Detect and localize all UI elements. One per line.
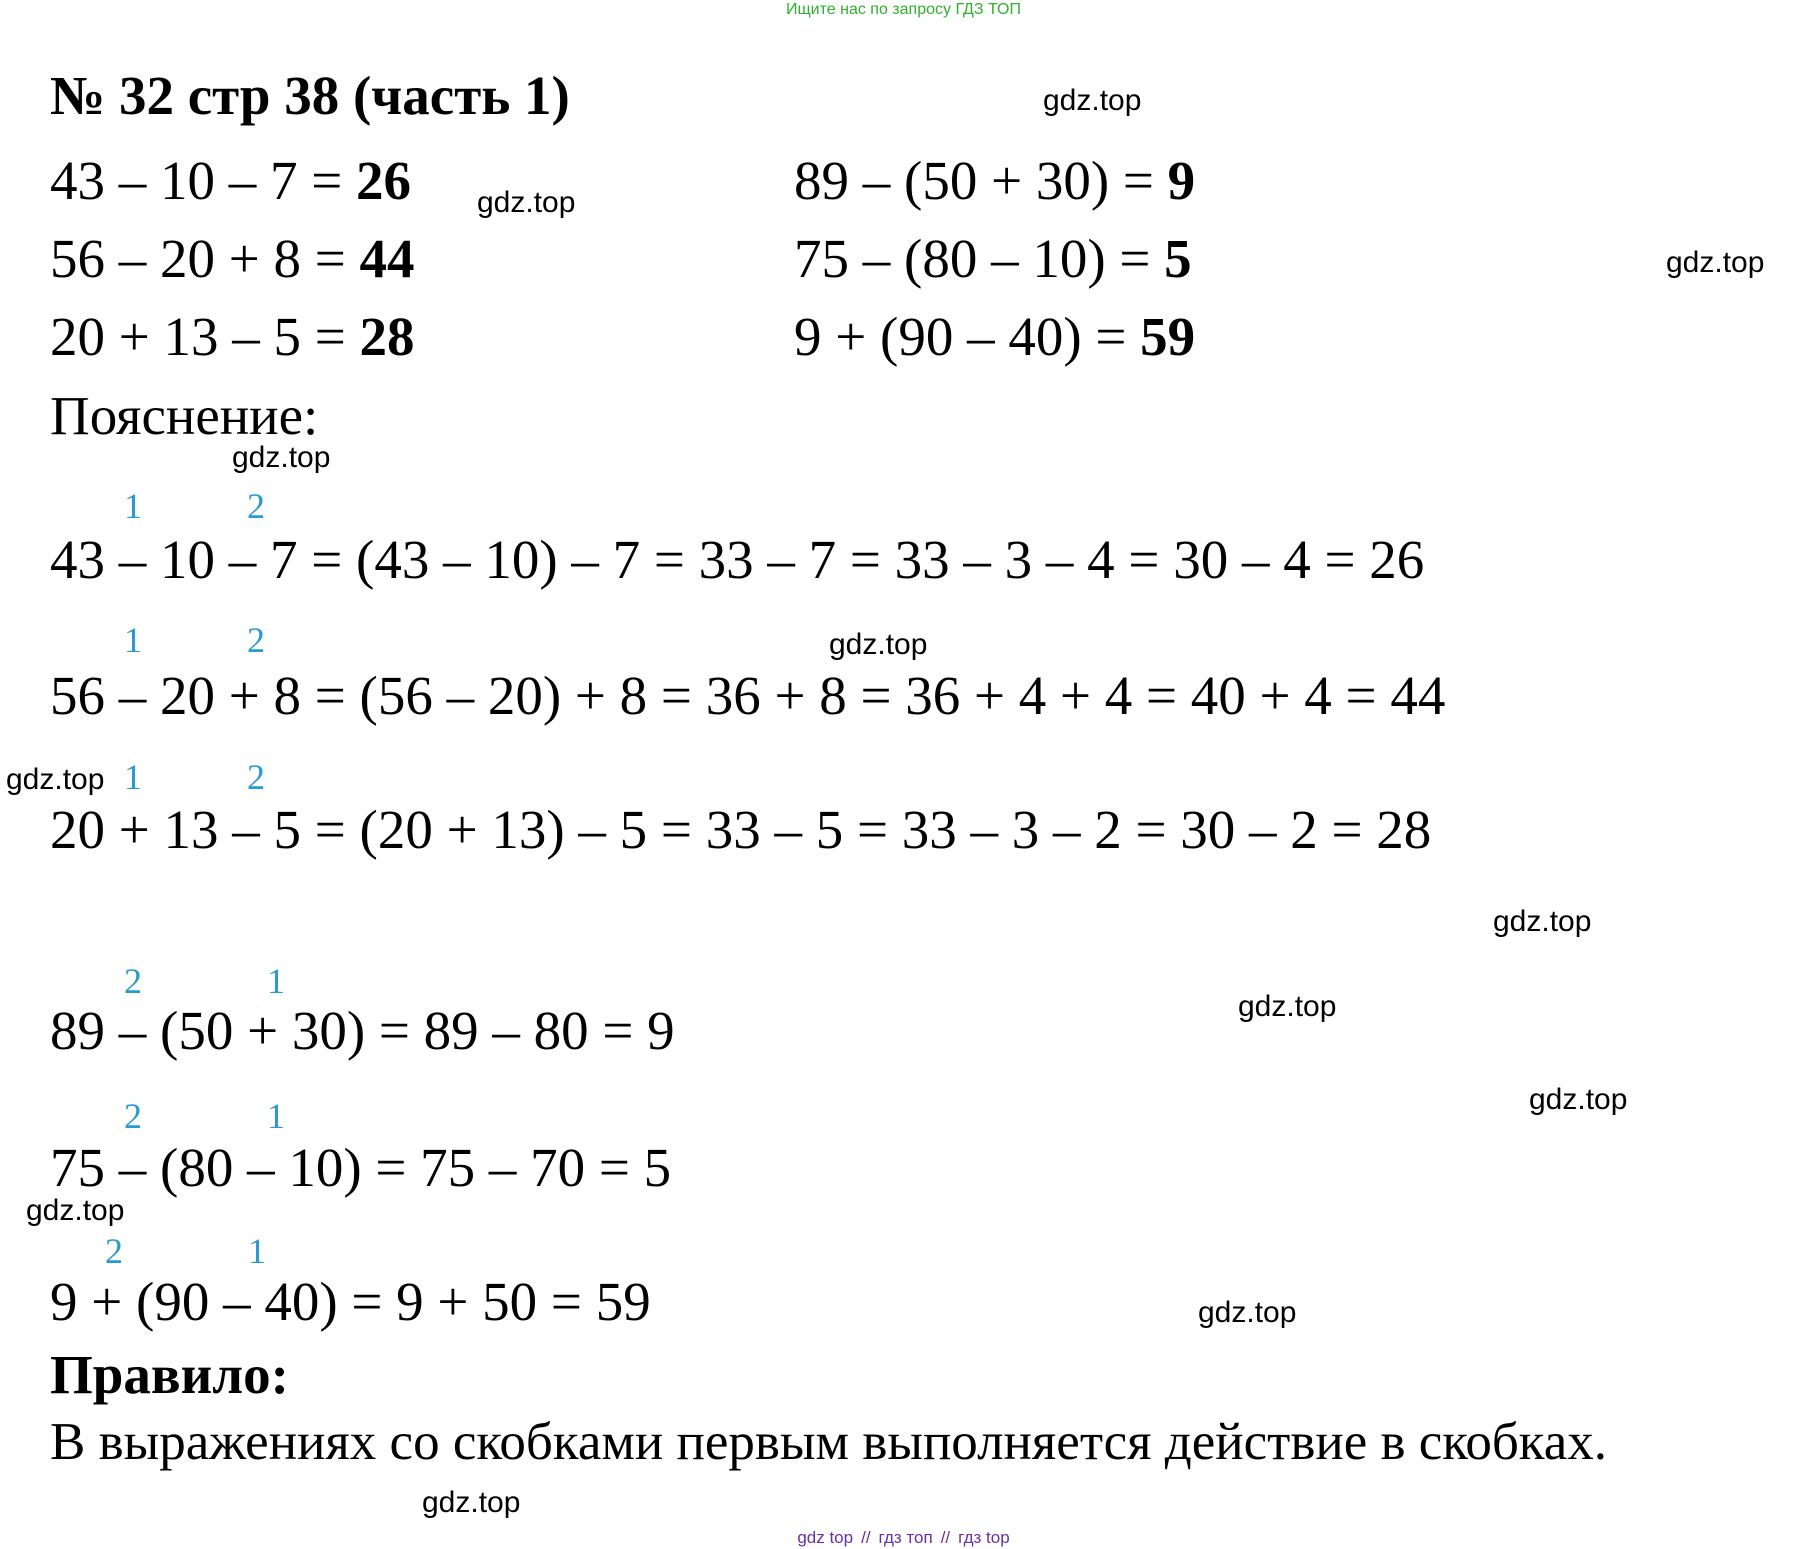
order-mark: 2 xyxy=(124,1096,142,1136)
explanation-line: 43 – 10 – 7 = (43 – 10) – 7 = 33 – 7 = 33 – 3 – 4 = 30 – 4 = 26 xyxy=(50,529,1425,590)
footer-separator: // xyxy=(940,1528,951,1547)
watermark: gdz.top xyxy=(829,628,928,661)
order-mark: 2 xyxy=(105,1231,123,1271)
answer-4 xyxy=(794,150,1196,211)
watermark: gdz.top xyxy=(422,1486,521,1519)
answer-result: 5 xyxy=(1164,228,1192,289)
top-banner: Ищите нас по запросу ГДЗ ТОП xyxy=(786,1,1021,18)
footer-part: гдз топ xyxy=(878,1528,933,1547)
watermark: gdz.top xyxy=(6,763,105,796)
explanation-label: Пояснение: xyxy=(50,385,319,446)
answer-2 xyxy=(50,228,415,289)
answer-expression: 20 + 13 – 5 = xyxy=(50,306,360,367)
footer-part: gdz top xyxy=(797,1528,854,1547)
watermark: gdz.top xyxy=(1198,1296,1297,1329)
order-mark: 2 xyxy=(247,486,265,526)
order-mark: 2 xyxy=(124,961,142,1001)
answer-result: 9 xyxy=(1167,150,1196,211)
answer-expression: 89 – (50 + 30) = xyxy=(794,150,1168,211)
watermark: gdz.top xyxy=(477,186,576,219)
explanation-line: 89 – (50 + 30) = 89 – 80 = 9 xyxy=(50,1000,675,1061)
answer-1 xyxy=(50,150,412,211)
watermark: gdz.top xyxy=(1529,1083,1628,1116)
answer-result: 59 xyxy=(1140,306,1196,367)
order-mark: 2 xyxy=(247,620,265,660)
explanation-line: 20 + 13 – 5 = (20 + 13) – 5 = 33 – 5 = 33 – 3 – 2 = 30 – 2 = 28 xyxy=(50,799,1432,860)
explanation-line: 56 – 20 + 8 = (56 – 20) + 8 = 36 + 8 = 36 + 4 + 4 = 40 + 4 = 44 xyxy=(50,665,1446,726)
watermark: gdz.top xyxy=(1238,990,1337,1023)
footer-separator: // xyxy=(861,1528,871,1547)
order-mark: 1 xyxy=(124,486,142,526)
order-mark: 2 xyxy=(247,757,265,797)
rule-text: В выражениях со скобками первым выполняется действие в скобках. xyxy=(50,1413,1608,1471)
explanation-line: 75 – (80 – 10) = 75 – 70 = 5 xyxy=(50,1137,672,1198)
footer xyxy=(0,1528,1807,1548)
answer-expression: 43 – 10 – 7 = xyxy=(50,150,357,211)
answer-expression: 9 + (90 – 40) = xyxy=(794,306,1141,367)
watermark: gdz.top xyxy=(1493,905,1592,938)
order-mark: 1 xyxy=(124,620,142,660)
answer-result: 26 xyxy=(356,150,412,211)
order-mark: 1 xyxy=(248,1231,266,1271)
rule-title: Правило: xyxy=(50,1344,289,1405)
answer-3 xyxy=(50,306,415,367)
answer-expression: 75 – (80 – 10) = xyxy=(794,228,1165,289)
answer-result: 44 xyxy=(359,228,415,289)
watermark: gdz.top xyxy=(232,441,331,474)
watermark: gdz.top xyxy=(26,1194,125,1227)
answer-5 xyxy=(794,228,1192,289)
watermark: gdz.top xyxy=(1666,246,1765,279)
answer-6 xyxy=(794,306,1196,367)
watermark: gdz.top xyxy=(1043,84,1142,117)
answer-result: 28 xyxy=(359,306,415,367)
answer-expression: 56 – 20 + 8 = xyxy=(50,228,360,289)
page-title: № 32 стр 38 (часть 1) xyxy=(50,65,570,126)
footer-part: гдз top xyxy=(958,1528,1010,1547)
order-mark: 1 xyxy=(267,961,285,1001)
explanation-line: 9 + (90 – 40) = 9 + 50 = 59 xyxy=(50,1271,651,1332)
order-mark: 1 xyxy=(267,1096,285,1136)
order-mark: 1 xyxy=(124,757,142,797)
